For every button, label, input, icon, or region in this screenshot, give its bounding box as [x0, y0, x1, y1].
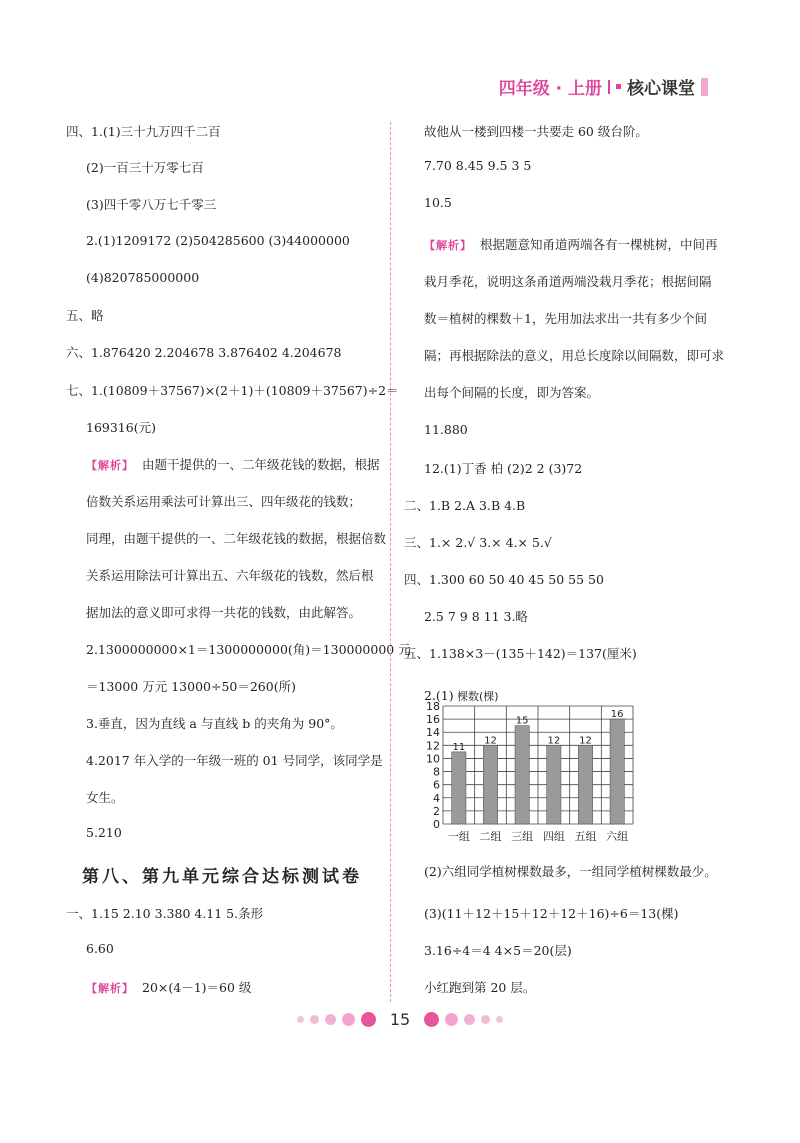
bar-value-label: 12	[547, 735, 561, 747]
answer-line: 一、1.15 2.10 3.380 4.11 5.条形	[66, 906, 264, 921]
analysis-tag: 【 解析 】	[424, 237, 472, 253]
answer-line: 女生。	[86, 790, 124, 805]
footer-dot-icon	[342, 1013, 355, 1026]
header-square-icon	[616, 84, 621, 89]
bar-value-label: 16	[610, 709, 624, 721]
column-divider	[390, 122, 391, 1002]
answer-line: (3)(11＋12＋15＋12＋12＋16)÷6＝13(棵)	[424, 906, 679, 921]
answer-line: 7.70 8.45 9.5 3 5	[424, 158, 532, 173]
page-number: 15	[389, 1010, 411, 1029]
answer-line: 五、1.138×3－(135＋142)＝137(厘米)	[404, 646, 637, 661]
x-tick-label: 二组	[479, 830, 502, 843]
answer-line: 6.60	[86, 941, 114, 956]
analysis-line: 数＝植树的棵数＋1，先用加法求出一共有多少个间	[424, 311, 707, 326]
analysis-line	[86, 978, 251, 996]
x-tick-label: 六组	[606, 830, 629, 843]
bar-value-label: 12	[484, 735, 497, 747]
answer-line: ＝13000 万元 13000÷50＝260(所)	[86, 679, 296, 694]
footer-dot-icon	[445, 1013, 458, 1026]
y-axis-label: 棵数(棵)	[457, 690, 499, 703]
y-tick-label: 4	[433, 791, 440, 805]
footer-dot-icon	[424, 1012, 439, 1027]
x-tick-label: 四组	[542, 830, 565, 843]
answer-line: (2)一百三十万零七百	[86, 160, 204, 175]
x-tick-label: 三组	[511, 830, 534, 843]
x-tick-label: 五组	[574, 830, 597, 843]
footer-dot-icon	[481, 1015, 490, 1024]
tree-count-chart	[423, 688, 663, 852]
analysis-text: 由题干提供的一、二年级花钱的数据，根据	[142, 457, 380, 472]
header-separator	[608, 80, 610, 94]
answer-line: 故他从一楼到四楼一共要走 60 级台阶。	[424, 124, 648, 139]
analysis-tag: 【 解析 】	[86, 980, 134, 996]
section-title: 第八、第九单元综合达标测试卷	[82, 867, 362, 887]
answer-line: 169316(元)	[86, 420, 156, 435]
answer-line: 三、1.× 2.√ 3.× 4.× 5.√	[404, 535, 552, 550]
y-tick-label: 18	[426, 700, 440, 713]
chart-bar	[452, 752, 466, 824]
analysis-line: 据加法的意义即可求得一共花的钱数，由此解答。	[86, 605, 362, 620]
footer-dot-icon	[464, 1014, 475, 1025]
analysis-line: 关系运用除法可计算出五、六年级花的钱数，然后根	[86, 568, 374, 583]
footer-dot-icon	[325, 1014, 336, 1025]
footer-dot-icon	[297, 1016, 304, 1023]
y-tick-label: 14	[426, 726, 440, 740]
y-tick-label: 2	[433, 804, 440, 818]
footer-dot-icon	[496, 1016, 503, 1023]
analysis-line	[86, 455, 380, 473]
bar-value-label: 15	[515, 715, 529, 727]
y-tick-label: 8	[433, 765, 440, 779]
answer-line: 10.5	[424, 195, 452, 210]
analysis-line: 倍数关系运用乘法可计算出三、四年级花的钱数；	[86, 494, 362, 509]
answer-line: 五、略	[66, 308, 104, 323]
answer-line: 3.垂直，因为直线 a 与直线 b 的夹角为 90°。	[86, 716, 343, 731]
answer-line: (4)820785000000	[86, 270, 200, 285]
chart-bar	[547, 745, 561, 824]
header-title: 核心课堂	[627, 79, 695, 99]
answer-line: 2.5 7 9 8 11 3.略	[424, 609, 528, 624]
bar-value-label: 12	[579, 735, 592, 747]
bar-value-label: 11	[452, 741, 466, 753]
answer-line: 2.(1)1209172 (2)504285600 (3)44000000	[86, 233, 350, 248]
analysis-text: 20×(4－1)＝60 级	[142, 980, 252, 995]
analysis-line	[424, 235, 718, 253]
answer-line: 二、1.B 2.A 3.B 4.B	[404, 498, 526, 513]
chart-svg	[423, 688, 663, 848]
y-tick-label: 10	[426, 752, 440, 766]
analysis-line: 栽月季花，说明这条甬道两端没栽月季花；根据间隔	[424, 274, 712, 289]
answer-line: 七、1.(10809＋37567)×(2＋1)＋(10809＋37567)÷2＝	[66, 383, 399, 398]
analysis-line: 同理，由题干提供的一、二年级花钱的数据，根据倍数	[86, 531, 387, 546]
answer-line: 四、1.300 60 50 40 45 50 55 50	[404, 572, 604, 587]
answer-line: 2.1300000000×1＝1300000000(角)＝130000000 元	[86, 642, 411, 657]
footer-dot-icon	[361, 1012, 376, 1027]
chart-bar	[610, 719, 624, 824]
header-bar-icon	[701, 78, 708, 96]
y-tick-label: 0	[433, 818, 440, 831]
answer-line: 5.210	[86, 825, 122, 840]
answer-line: 11.880	[424, 422, 468, 437]
analysis-text: 根据题意知甬道两端各有一棵桃树，中间再	[480, 237, 718, 252]
x-tick-label: 一组	[447, 830, 470, 843]
answer-line: 2.(1)	[424, 688, 454, 703]
footer-dot-icon	[310, 1015, 319, 1024]
page-header	[499, 74, 708, 99]
chart-bar	[578, 745, 592, 824]
answer-line: 4.2017 年入学的一年级一班的 01 号同学，该同学是	[86, 753, 383, 768]
chart-bar	[515, 726, 529, 824]
answer-line: 12.(1)丁香 柏 (2)2 2 (3)72	[424, 461, 583, 476]
page-footer	[0, 1010, 800, 1029]
answer-line: (2)六组同学植树棵数最多，一组同学植树棵数最少。	[424, 864, 717, 879]
answer-line: (3)四千零八万七千零三	[86, 197, 217, 212]
answer-line: 小红跑到第 20 层。	[424, 980, 536, 995]
y-tick-label: 12	[426, 739, 440, 753]
y-tick-label: 6	[433, 778, 440, 792]
analysis-line: 隔；再根据除法的意义，用总长度除以间隔数，即可求	[424, 348, 725, 363]
answer-line: 3.16÷4＝4 4×5＝20(层)	[424, 943, 572, 958]
answer-line: 六、1.876420 2.204678 3.876402 4.204678	[66, 345, 342, 360]
y-tick-label: 16	[426, 713, 440, 727]
grade-label: 四年级 · 上册	[498, 79, 602, 99]
answer-line: 四、1.(1)三十九万四千二百	[66, 124, 221, 139]
analysis-tag: 【 解析 】	[86, 457, 134, 473]
chart-bar	[483, 745, 497, 824]
analysis-line: 出每个间隔的长度，即为答案。	[424, 385, 600, 400]
